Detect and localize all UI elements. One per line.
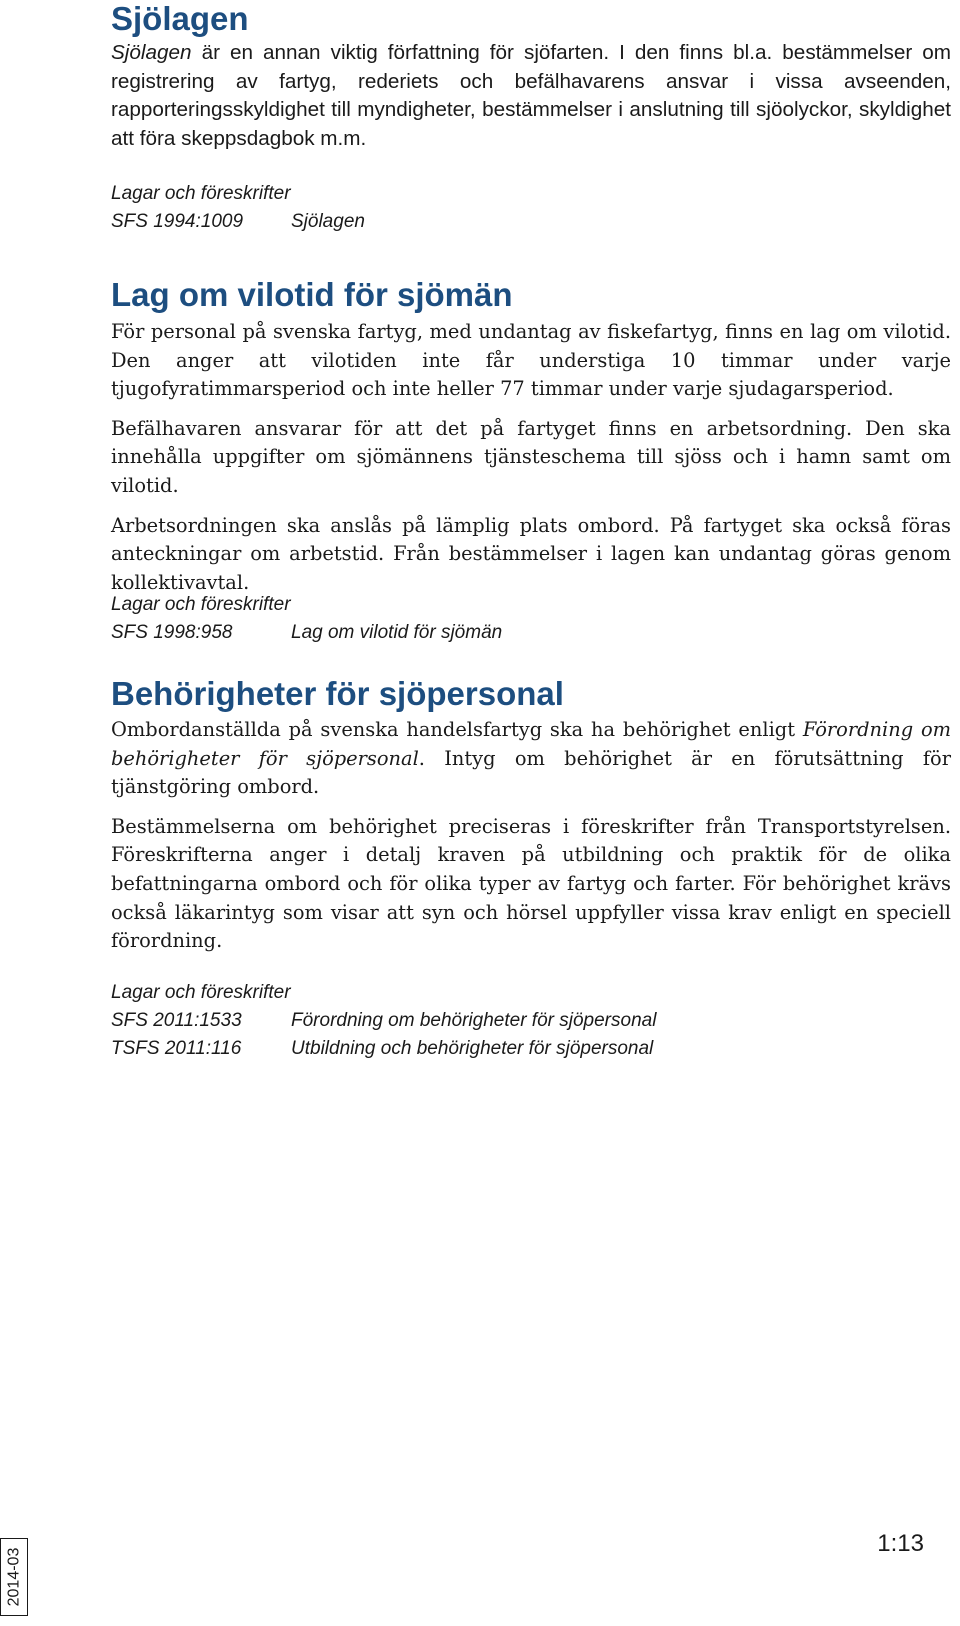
reference-row	[111, 1035, 951, 1063]
reference-name: Förordning om behörigheter för sjöpersonal	[291, 1010, 657, 1031]
reference-code: SFS 1994:1009	[111, 211, 244, 232]
references-2	[111, 591, 951, 647]
body-paragraph	[111, 716, 951, 802]
reference-row	[111, 619, 951, 647]
reference-name: Sjölagen	[291, 211, 365, 232]
reference-row	[111, 208, 951, 236]
section-title-behorigheter: Behörigheter för sjöpersonal	[111, 675, 564, 712]
intro-text: är en annan viktig författning för sjöfarten. I den finns bl.a. bestämmelser om registrering av fartyg, rederiets och befälhavarens ansvar i vissa avseenden, rapporteringsskyldighet till myndigheter, bestämmelser i anslutning till sjöolyckor, skyldighet att föra skeppsdagbok m.m.	[111, 41, 951, 150]
footer-date: 2014-03	[5, 1547, 22, 1607]
reference-row	[111, 1007, 951, 1035]
footer-date-box	[0, 1538, 28, 1616]
body-paragraph: Arbetsordningen ska anslås på lämplig plats ombord. På fartyget ska också föras anteckningar om arbetstid. Från bestämmelser i lagen kan undantag göras genom kollektivavtal.	[111, 513, 951, 594]
body-paragraph: För personal på svenska fartyg, med undantag av fiskefartyg, finns en lag om vilotid. Den anger att vilotiden inte får understiga 10 timmar under varje tjugofyratimmarsperiod och inte heller 77 timmar under varje sjudagarsperiod.	[111, 320, 951, 401]
references-heading: Lagar och föreskrifter	[111, 594, 291, 615]
section-title-vilotid: Lag om vilotid för sjömän	[111, 276, 513, 313]
body-paragraph: Befälhavaren ansvarar för att det på fartyget finns en arbetsordning. Den ska innehålla uppgifter om sjömännens tjänsteschema till sjöss och i hamn samt om vilotid.	[111, 416, 951, 497]
reference-name: Lag om vilotid för sjömän	[291, 622, 503, 643]
reference-name: Utbildning och behörigheter för sjöpersonal	[291, 1038, 654, 1059]
body-text-segment: Ombordanställda på svenska handelsfartyg ska ha behörighet enligt	[111, 718, 803, 741]
body-text-segment: . Intyg om behörighet är en förutsättning för tjänstgöring ombord.	[111, 746, 951, 799]
references-1	[111, 180, 951, 236]
page-number: 1:13	[877, 1530, 924, 1557]
reference-code: TSFS 2011:116	[111, 1038, 242, 1059]
behorigheter-body	[111, 716, 951, 956]
intro-paragraph	[111, 39, 951, 153]
reference-code: SFS 1998:958	[111, 622, 233, 643]
references-heading: Lagar och föreskrifter	[111, 183, 291, 204]
references-heading: Lagar och föreskrifter	[111, 982, 291, 1003]
section-title-sjolagen: Sjölagen	[111, 0, 249, 37]
references-3	[111, 979, 951, 1063]
intro-emphasis: Sjölagen	[111, 41, 192, 64]
body-paragraph: Bestämmelserna om behörighet preciseras i föreskrifter från Transportstyrelsen. Föreskrifterna anger i detalj kraven på utbildning och praktik för de olika befattningarna ombord och för olika typer av fartyg och farter. För behörighet krävs också läkarintyg som visar att syn och hörsel uppfyller vissa krav enligt en speciell förordning.	[111, 814, 951, 953]
regulation-title-emphasis: Förordning om behörigheter för sjöpersonal	[111, 718, 951, 770]
reference-code: SFS 2011:1533	[111, 1010, 242, 1031]
vilotid-body	[111, 318, 951, 597]
